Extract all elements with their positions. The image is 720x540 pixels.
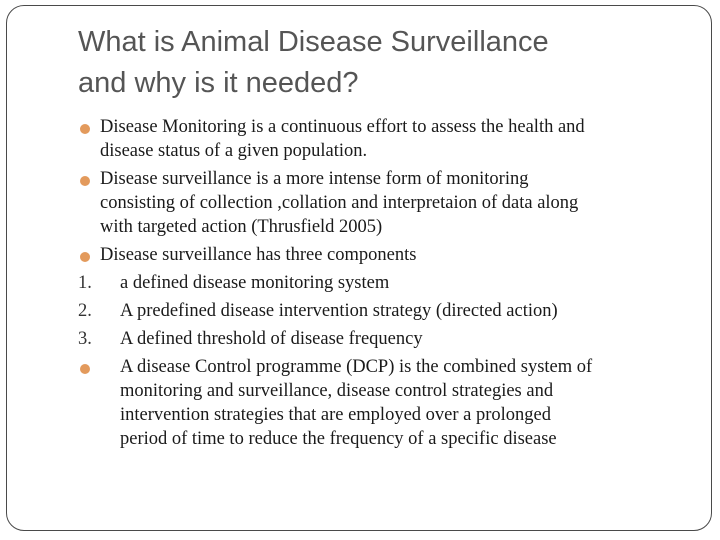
item-number: 2. <box>78 301 92 321</box>
item-text-line: A predefined disease intervention strategy (directed action) <box>120 301 558 321</box>
title-line: and why is it needed? <box>78 67 359 99</box>
item-text-line: A defined threshold of disease frequency <box>120 329 423 349</box>
bullet-icon <box>80 124 90 134</box>
item-text-line: period of time to reduce the frequency of a specific disease <box>120 429 557 449</box>
item-text-line: Disease surveillance has three components <box>100 245 417 265</box>
bullet-item-monitoring <box>78 115 698 163</box>
bullet-icon <box>80 176 90 186</box>
numbered-item-1 <box>78 271 698 295</box>
item-text-line: a defined disease monitoring system <box>120 273 390 293</box>
item-text-line: intervention strategies that are employed over a prolonged <box>120 405 552 425</box>
bullet-item-surveillance-definition <box>78 167 698 239</box>
item-text-line: A disease Control programme (DCP) is the combined system of <box>120 357 593 377</box>
item-text-line: with targeted action (Thrusfield 2005) <box>100 217 383 237</box>
bullet-icon <box>80 252 90 262</box>
numbered-item-2 <box>78 299 698 323</box>
item-text-line: Disease surveillance is a more intense form of monitoring <box>100 169 529 189</box>
item-number: 3. <box>78 329 92 349</box>
slide-content <box>78 115 698 451</box>
item-text-line: disease status of a given population. <box>100 141 368 161</box>
bullet-item-components <box>78 243 698 267</box>
bullet-icon <box>80 364 90 374</box>
title-line: What is Animal Disease Surveillance <box>78 26 549 58</box>
item-text-line: consisting of collection ,collation and interpretaion of data along <box>100 193 579 213</box>
item-number: 1. <box>78 273 92 293</box>
numbered-item-3 <box>78 327 698 351</box>
item-text-line: Disease Monitoring is a continuous effort to assess the health and <box>100 117 585 137</box>
item-text-line: monitoring and surveillance, disease control strategies and <box>120 381 554 401</box>
bullet-item-dcp <box>78 355 698 451</box>
slide-title <box>78 22 678 104</box>
